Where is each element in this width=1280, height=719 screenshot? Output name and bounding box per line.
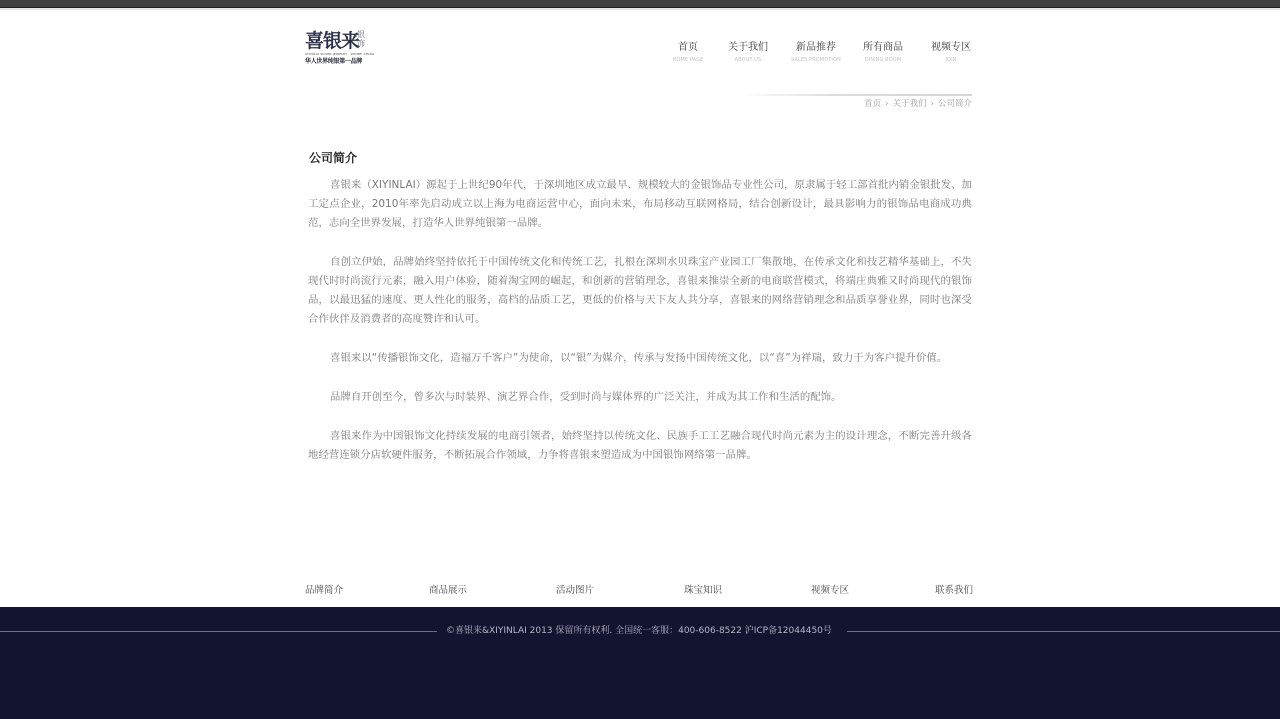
brand-logo[interactable] (305, 29, 375, 65)
footer-link-jewelry-knowledge[interactable]: 珠宝知识 (684, 585, 723, 596)
breadcrumb-home[interactable]: 首页 (864, 99, 882, 109)
nav-label: 首页 (678, 42, 698, 53)
logo-tagline-en: XIYINLAI SILVER JEWELRY · ZUIMEI CHINA (305, 52, 375, 56)
footer-links (305, 584, 973, 598)
nav-label: 关于我们 (728, 42, 768, 53)
logo-brand-name: 喜银来 (305, 30, 360, 52)
intro-paragraph: 喜银来作为中国银饰文化持续发展的电商引领者，始终坚持以传统文化、民族手工工艺融合现代时尚元素为主的设计理念，不断完善升级各地经营连锁分店软硬件服务，不断拓展合作领域，力争将喜银来塑造成为中国银饰网络第一品牌。 (308, 430, 972, 461)
nav-item-new-products[interactable] (789, 41, 843, 65)
nav-label: 新品推荐 (796, 42, 836, 53)
nav-item-video[interactable] (930, 41, 972, 65)
top-bar (0, 0, 1280, 8)
breadcrumb (864, 98, 972, 110)
company-intro-content (308, 176, 972, 485)
page-title: 公司简介 (309, 151, 358, 165)
breadcrumb-current: 公司简介 (937, 99, 972, 109)
logo-script-mark: 银饰 (357, 30, 365, 48)
intro-paragraph: 喜银来（XIYINLAI）源起于上世纪90年代，于深圳地区成立最早、规模较大的金银饰品专业性公司，原隶属于轻工部首批内销金银批发、加工定点企业，2010年率先启动成立以上海为电商运营中心，面向未来，布局移动互联网格局，结合创新设计，最具影响力的银饰品电商成功典范，志向全世界发展，打造华人世界纯银第一品牌。 (308, 179, 972, 229)
nav-item-all-products[interactable] (862, 41, 904, 65)
footer-rule-left (0, 631, 437, 632)
chevron-right-icon: › (885, 99, 889, 109)
breadcrumb-divider (740, 94, 972, 96)
top-bar-shadow (0, 8, 1280, 10)
footer-link-contact[interactable]: 联系我们 (935, 585, 974, 596)
nav-sublabel: JOIN (945, 57, 957, 63)
chevron-right-icon: › (930, 99, 934, 109)
footer-rule-right (847, 631, 1280, 632)
intro-paragraph: 品牌自开创至今，曾多次与时装界、演艺界合作，受到时尚与媒体界的广泛关注，并成为其工作和生活的配饰。 (330, 391, 842, 403)
logo-tagline-cn: 华人世界纯银第一品牌 (305, 58, 363, 65)
footer-link-event-photos[interactable]: 活动图片 (556, 585, 595, 596)
nav-item-about[interactable] (727, 41, 769, 65)
nav-sublabel: SALES PROMOTION (791, 57, 841, 63)
nav-sublabel: ABOUT US (734, 57, 762, 63)
nav-label: 所有商品 (863, 42, 903, 53)
nav-sublabel: HOME PAGE (672, 57, 704, 63)
intro-paragraph: 喜银来以“传播银饰文化，造福万千客户”为使命，以“银”为媒介，传承与发扬中国传统文化，以“喜”为祥瑞，致力于为客户提升价值。 (330, 352, 948, 364)
copyright-text: ©喜银来&XIYINLAI 2013 保留所有权利. 全国统一客服：400-606-8522 沪ICP备12044450号 (446, 626, 832, 636)
nav-item-home[interactable] (670, 41, 706, 65)
site-footer (0, 607, 1280, 719)
nav-label: 视频专区 (931, 42, 971, 53)
breadcrumb-about[interactable]: 关于我们 (892, 99, 927, 109)
nav-sublabel: DINING ROOM (864, 57, 902, 63)
footer-link-brand-intro[interactable]: 品牌简介 (305, 585, 344, 596)
intro-paragraph: 自创立伊始，品牌始终坚持依托于中国传统文化和传统工艺，扎根在深圳水贝珠宝产业园工厂集散地，在传承文化和技艺精华基础上，不失现代时时尚流行元素，融入用户体验，随着淘宝网的崛起，和创新的营销理念，喜银来推崇全新的电商联营模式，将端庄典雅又时尚现代的银饰品，以最迅猛的速度、更人性化的服务，高档的品质工艺，更低的价格与天下友人共分享，喜银来的网络营销理念和品质享誉业界，同时也深受合作伙伴及消费者的高度赞许和认可。 (308, 256, 972, 325)
footer-link-products[interactable]: 商品展示 (429, 585, 468, 596)
footer-link-video[interactable]: 视频专区 (811, 585, 850, 596)
